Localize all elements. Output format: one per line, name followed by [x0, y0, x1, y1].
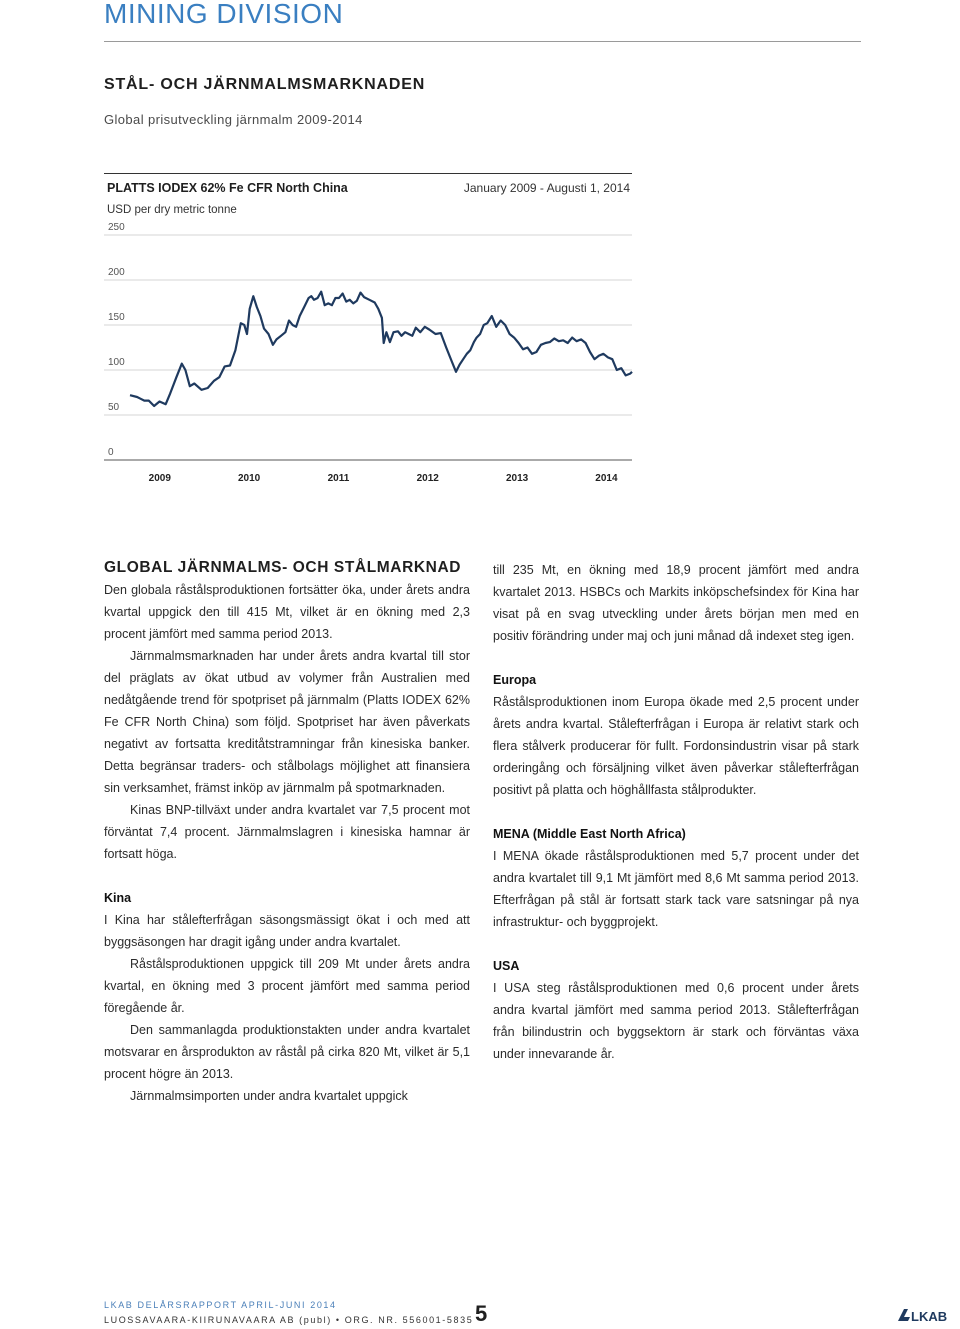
kina-paragraph-2: Råstålsproduktionen uppgick till 209 Mt under årets andra kvartal, en ökning med 3 procent jämfört med samma period föregående år.: [104, 957, 470, 1015]
chart-x-ticks: [149, 473, 618, 484]
y-tick-label: 50: [108, 402, 120, 413]
chart-index-name: PLATTS IODEX 62% Fe CFR North China: [107, 181, 348, 195]
iron-ore-price-chart: [0, 0, 960, 500]
x-tick-label: 2014: [595, 473, 618, 484]
global-paragraph-3: Kinas BNP-tillväxt under andra kvartalet var 7,5 procent mot förväntat 7,4 procent. Järnmalmslagren i kinesiska hamnar är fortsatt höga.: [104, 803, 470, 861]
chart-y-ticks: [108, 222, 125, 458]
page-number: 5: [475, 1301, 488, 1326]
series-line-iodex: [130, 292, 632, 406]
kina-continued-paragraph: till 235 Mt, en ökning med 18,9 procent jämfört med andra kvartalet 2013. HSBCs och Markits inköpschefsindex för Kina har visat på en svag utveckling under årets början men med en positiv förändring under maj och juni månad då indexet steg igen.: [493, 563, 859, 643]
text-column-right: [493, 559, 859, 1065]
chart-gridlines: [104, 235, 632, 460]
lkab-logo: [898, 1307, 950, 1325]
usa-paragraph: I USA steg råstålsproduktionen med 0,6 procent under årets andra kvartal jämfört med samma period 2013. Stålefterfrågan från bilindustrin och byggsektorn är stark och förväntas växa under innevarande år.: [493, 981, 859, 1061]
kina-paragraph-1: I Kina har stålefterfrågan säsongsmässigt ökat i och med att byggsäsongen har dragit igång under andra kvartalet.: [104, 913, 470, 949]
x-tick-label: 2012: [416, 473, 439, 484]
x-tick-label: 2011: [327, 473, 350, 484]
kina-heading: Kina: [104, 891, 132, 905]
europa-paragraph: Råstålsproduktionen inom Europa ökade med 2,5 procent under årets andra kvartal. Stålefterfrågan i Europa är relativt stark och flera stålverk producerar för fullt. Fordonsindustrin visar på stark orderingång och försäljning vilket även påverkar stålefterfrågan positivt på platta och höghållfasta stålprodukter.: [493, 695, 859, 797]
global-paragraph-1: Den globala råstålsproduktionen fortsätter öka, under årets andra kvartal uppgick den till 415 Mt, vilket är en ökning med 2,3 procent jämfört med samma period 2013.: [104, 583, 470, 641]
y-tick-label: 100: [108, 357, 125, 368]
chart-subtitle: Global prisutveckling järnmalm 2009-2014: [104, 112, 363, 127]
x-tick-label: 2009: [148, 473, 171, 484]
kina-paragraph-4: Järnmalmsimporten under andra kvartalet uppgick: [130, 1089, 408, 1103]
chart-date-range: January 2009 - Augusti 1, 2014: [463, 181, 630, 195]
text-column-left: [104, 557, 470, 1107]
global-paragraph-2: Järnmalmsmarknaden har under årets andra kvartal till stor del präglats av ökat utbud av volymer från Australien med nedåtgående trend för spotpriset på järnmalm (Platts IODEX 62% Fe CFR North China) som följd. Spotpriset har även påverkats negativt av fortsatta kreditåtstramningar från kinesiska banker. Detta begränsar traders- och stålbolags möjlighet att finansiera sin verksamhet, främst inköp av järnmalm på spotmarknaden.: [104, 649, 470, 795]
footer-company: LUOSSAVAARA-KIIRUNAVAARA AB (publ) • ORG. NR. 556001-5835: [104, 1315, 474, 1325]
chart-series: [130, 292, 632, 406]
y-tick-label: 200: [108, 267, 125, 278]
usa-heading: USA: [493, 959, 520, 973]
global-market-heading: GLOBAL JÄRNMALMS- OCH STÅLMARKNAD: [104, 559, 462, 576]
x-tick-label: 2013: [505, 473, 529, 484]
section-title: STÅL- OCH JÄRNMALMSMARKNADEN: [104, 76, 426, 93]
footer-report-title: LKAB DELÅRSRAPPORT APRIL-JUNI 2014: [104, 1300, 337, 1310]
kina-paragraph-3: Den sammanlagda produktionstakten under andra kvartalet motsvarar en årsprodukton av råstål på cirka 820 Mt, vilket är 5,1 procent högre än 2013.: [104, 1023, 470, 1081]
chart-unit-label: USD per dry metric tonne: [107, 204, 237, 216]
division-title: MINING DIVISION: [104, 0, 344, 29]
y-tick-label: 0: [108, 447, 114, 458]
europa-heading: Europa: [493, 673, 537, 687]
x-tick-label: 2010: [237, 473, 261, 484]
mena-paragraph: I MENA ökade råstålsproduktionen med 5,7 procent under det andra kvartalet till 9,1 Mt jämfört med 8,6 Mt samma period 2013. Efterfrågan på stål är fortsatt stark tack vare satsningar på nya infrastruktur- och byggprojekt.: [493, 849, 859, 929]
y-tick-label: 250: [108, 222, 125, 233]
y-tick-label: 150: [108, 312, 125, 323]
svg-text:LKAB: LKAB: [911, 1309, 948, 1324]
mena-heading: MENA (Middle East North Africa): [493, 827, 686, 841]
